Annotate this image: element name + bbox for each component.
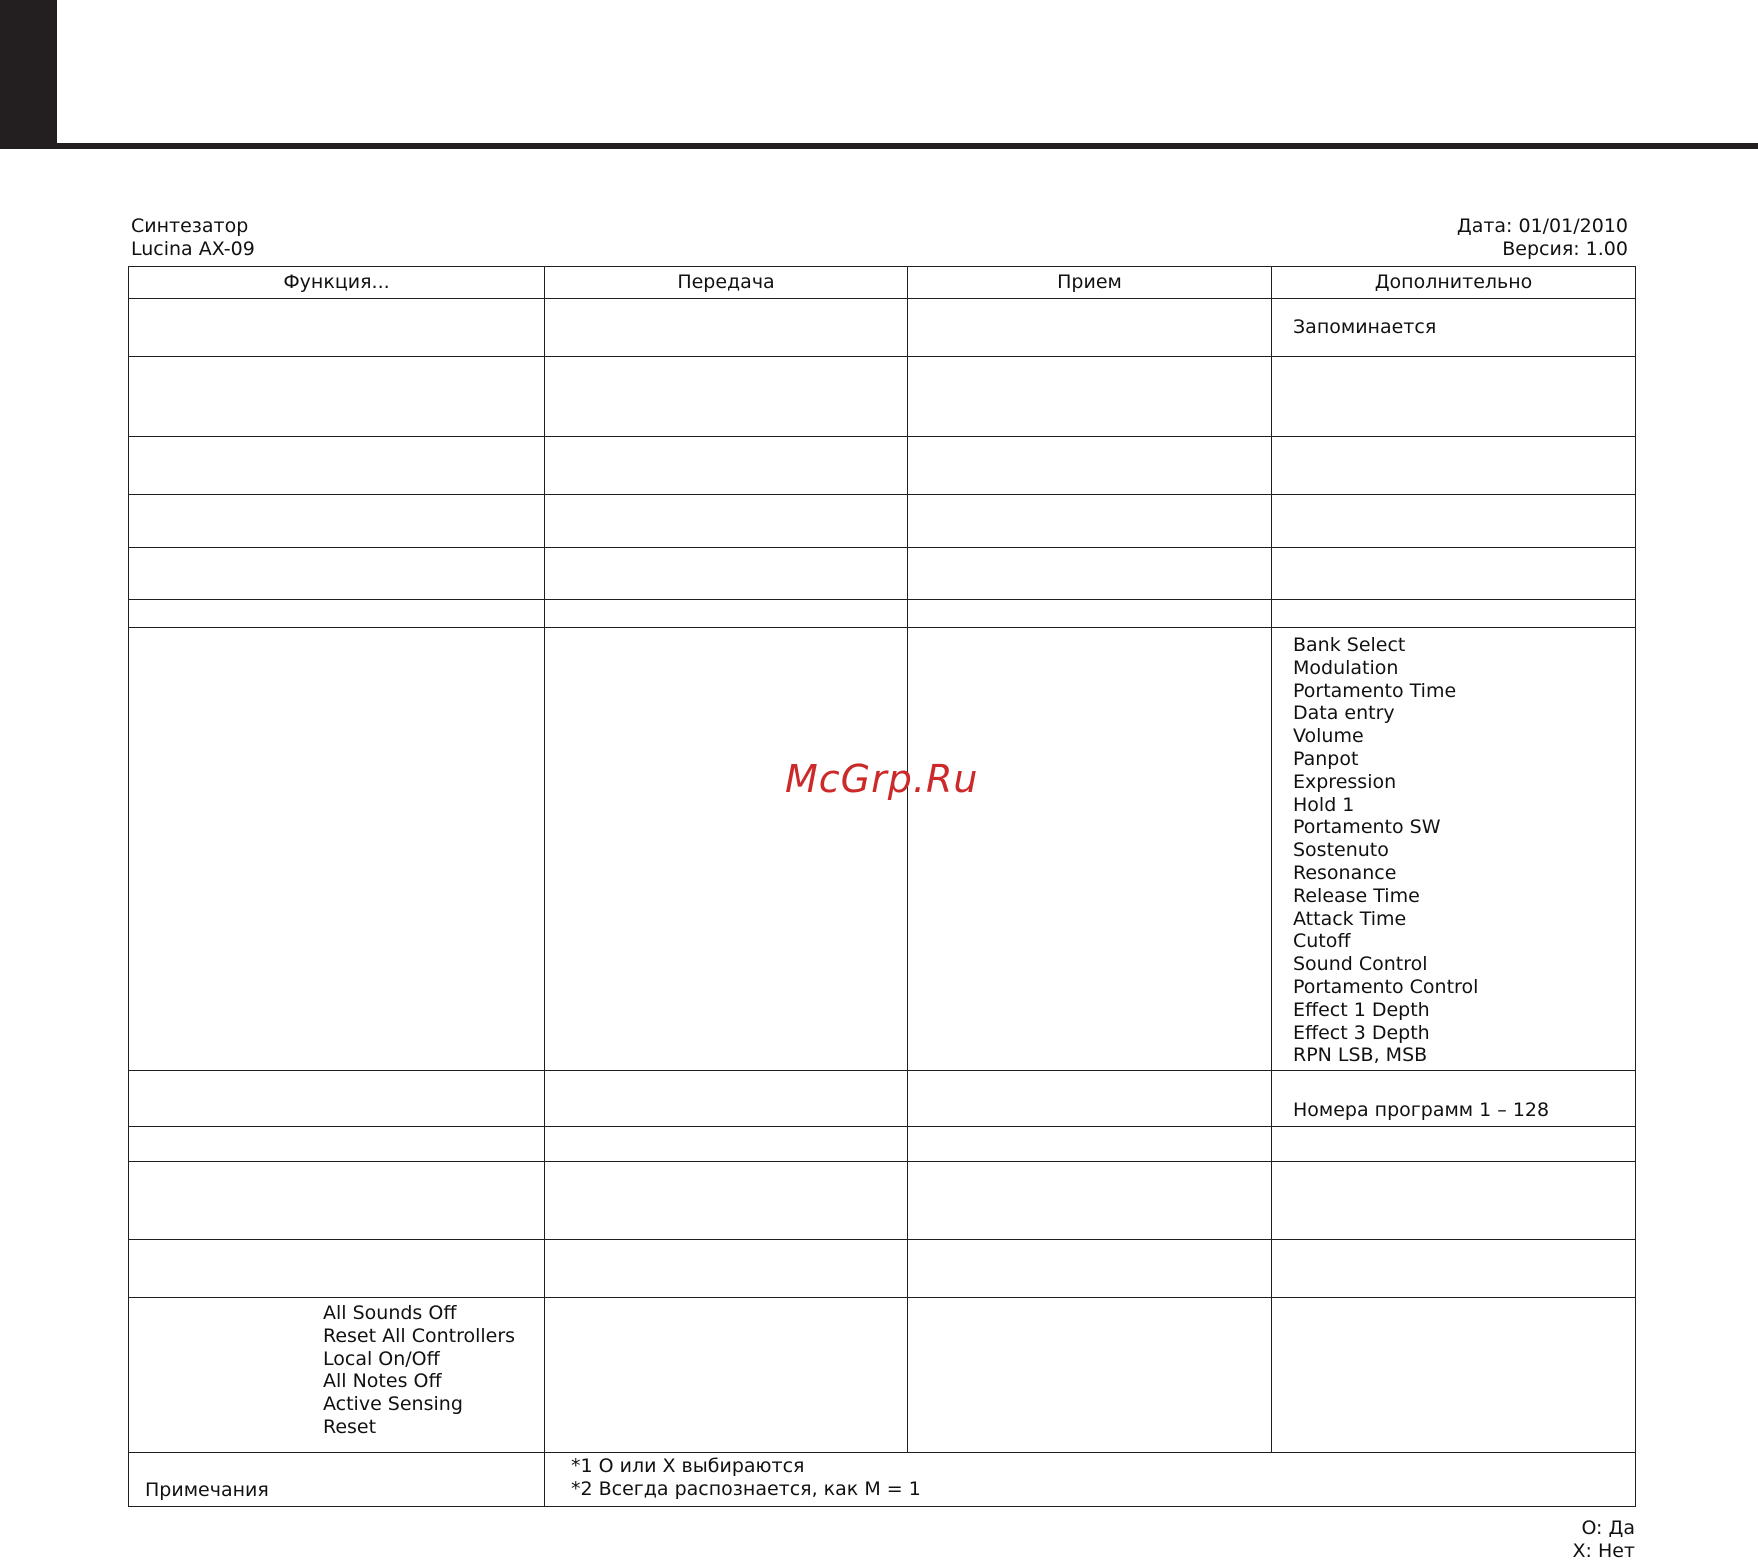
list-item: Panpot bbox=[1293, 747, 1359, 770]
list-item: Sound Control bbox=[1293, 953, 1428, 976]
list-item: Effect 1 Depth bbox=[1293, 998, 1430, 1021]
note-2: *2 Всегда распознается, как M = 1 bbox=[571, 1478, 921, 1500]
list-item: Attack Time bbox=[1293, 907, 1407, 930]
memorized-text: Запоминается bbox=[1293, 316, 1437, 338]
list-item: Active Sensing bbox=[323, 1393, 463, 1416]
black-tab-marker bbox=[0, 0, 57, 148]
table-row-notes bbox=[129, 1453, 1636, 1507]
legend bbox=[1572, 1517, 1635, 1563]
table-row bbox=[129, 1127, 1636, 1162]
notes-label: Примечания bbox=[145, 1479, 269, 1501]
list-item: Resonance bbox=[1293, 861, 1397, 884]
legend-yes: O: Да bbox=[1581, 1517, 1635, 1539]
version: Версия: 1.00 bbox=[1502, 238, 1628, 260]
list-item: Sostenuto bbox=[1293, 839, 1389, 862]
list-item: Volume bbox=[1293, 725, 1364, 748]
list-item: Modulation bbox=[1293, 656, 1399, 679]
model-name: Lucina AX-09 bbox=[131, 238, 255, 260]
table-row bbox=[129, 1240, 1636, 1298]
table-row bbox=[129, 357, 1636, 437]
table-row bbox=[129, 548, 1636, 600]
device-type: Синтезатор bbox=[131, 215, 249, 237]
header-right bbox=[1457, 215, 1628, 261]
table-row bbox=[129, 1162, 1636, 1240]
list-item: Effect 3 Depth bbox=[1293, 1021, 1430, 1044]
list-item: Data entry bbox=[1293, 702, 1395, 725]
list-item: All Notes Off bbox=[323, 1370, 442, 1393]
list-item: Hold 1 bbox=[1293, 793, 1355, 816]
column-header-transmit: Передача bbox=[545, 267, 908, 299]
top-rule bbox=[0, 143, 1758, 149]
list-item: Bank Select bbox=[1293, 634, 1406, 656]
list-item: Cutoff bbox=[1293, 930, 1351, 953]
list-item: Portamento Time bbox=[1293, 679, 1457, 702]
header-left bbox=[131, 215, 255, 261]
table-row bbox=[129, 437, 1636, 495]
date: Дата: 01/01/2010 bbox=[1456, 215, 1628, 237]
note-1: *1 O или X выбираются bbox=[571, 1455, 805, 1477]
list-item: Local On/Off bbox=[323, 1347, 440, 1370]
table-header-row bbox=[129, 267, 1636, 299]
list-item: Reset All Controllers bbox=[323, 1324, 516, 1347]
midi-implementation-table bbox=[128, 266, 1636, 1507]
list-item: Portamento Control bbox=[1293, 975, 1479, 998]
list-item: Release Time bbox=[1293, 884, 1420, 907]
list-item: RPN LSB, MSB bbox=[1293, 1044, 1428, 1067]
table-row bbox=[129, 299, 1636, 357]
legend-no: X: Нет bbox=[1572, 1540, 1635, 1562]
table-row bbox=[129, 600, 1636, 628]
list-item: Expression bbox=[1293, 770, 1397, 793]
watermark: McGrp.Ru bbox=[785, 757, 979, 801]
column-header-receive: Прием bbox=[908, 267, 1272, 299]
column-header-function: Функция... bbox=[129, 267, 545, 299]
list-item: Reset bbox=[323, 1415, 377, 1438]
program-numbers-text: Номера программ 1 – 128 bbox=[1293, 1099, 1550, 1121]
table-row-control-change bbox=[129, 628, 1636, 1071]
table-row-program-change bbox=[129, 1071, 1636, 1127]
table-row-aux-messages bbox=[129, 1298, 1636, 1453]
list-item: All Sounds Off bbox=[323, 1302, 457, 1324]
column-header-remarks: Дополнительно bbox=[1272, 267, 1636, 299]
aux-messages-list bbox=[129, 1302, 544, 1439]
list-item: Portamento SW bbox=[1293, 816, 1441, 839]
control-change-list bbox=[1272, 634, 1635, 1067]
table-row bbox=[129, 495, 1636, 548]
